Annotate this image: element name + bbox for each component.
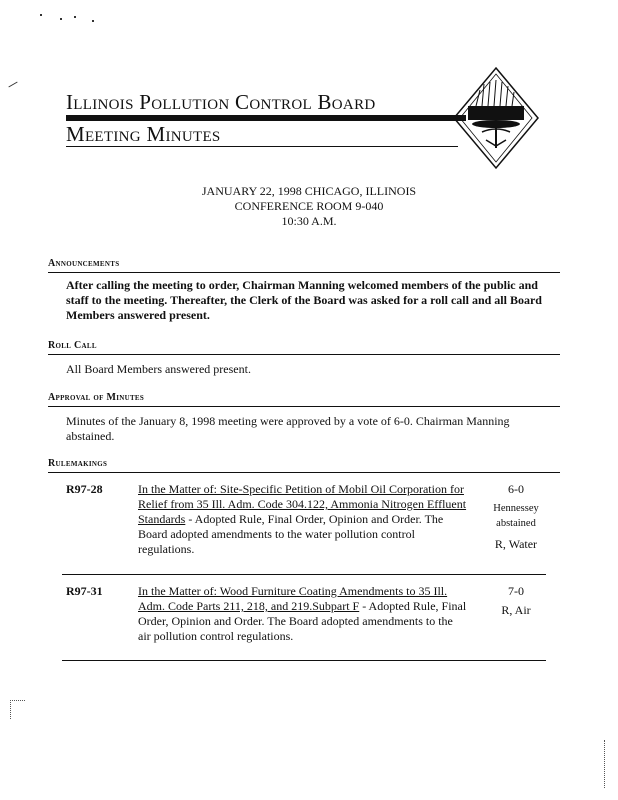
vote-count: 6-0	[508, 482, 524, 496]
rulemaking-title: In the Matter of: Wood Furniture Coating Amendments to 35 Ill. Adm. Code Parts 211, 218, and 219.Subpart F	[138, 584, 448, 613]
section-rule	[48, 354, 560, 355]
board-logo-diamond	[452, 66, 540, 170]
scan-speck	[92, 20, 94, 22]
scan-speck	[40, 14, 42, 16]
roll-call-heading: Roll Call	[48, 340, 97, 351]
approval-text: Minutes of the January 8, 1998 meeting were approved by a vote of 6-0. Chairman Manning abstained.	[66, 414, 510, 443]
meeting-time: 10:30 A.M.	[281, 214, 337, 228]
header-thick-rule	[66, 115, 466, 121]
meeting-date-location: JANUARY 22, 1998 CHICAGO, ILLINOIS	[201, 184, 417, 198]
row-divider	[62, 574, 546, 575]
rulemaking-description	[138, 482, 468, 557]
meeting-info	[0, 184, 618, 229]
scan-speck	[74, 16, 76, 18]
rule-category: R, Air	[501, 603, 531, 617]
document-title: Meeting Minutes	[66, 122, 221, 146]
scan-speck	[8, 82, 17, 88]
rule-category: R, Water	[494, 537, 538, 551]
rulemaking-title: In the Matter of: Site-Specific Petition of Mobil Oil Corporation for Relief from 35 Ill. Adm. Code 304.122, Ammonia Nitrogen Effluent Standards	[138, 482, 467, 526]
section-rule	[48, 272, 560, 273]
vote-count: 7-0	[508, 584, 524, 598]
board-name: Illinois Pollution Control Board	[66, 90, 376, 114]
rulemakings-heading: Rulemakings	[48, 458, 108, 469]
scan-speck	[604, 740, 607, 788]
scan-speck	[10, 700, 25, 719]
section-rule	[48, 472, 560, 473]
scan-speck	[60, 18, 62, 20]
row-divider	[62, 660, 546, 661]
roll-call-text: All Board Members answered present.	[66, 362, 251, 376]
rulemaking-description	[138, 584, 468, 644]
docket-number: R97-28	[66, 482, 103, 496]
announcements-heading: Announcements	[48, 258, 120, 269]
rulemaking-summary: - Adopted Rule, Final Order, Opinion and Order. The Board adopted amendments to the water pollution control regulations.	[138, 512, 444, 556]
meeting-room: CONFERENCE ROOM 9-040	[234, 199, 384, 213]
section-rule	[48, 406, 560, 407]
approval-heading: Approval of Minutes	[48, 392, 145, 403]
vote-note: Hennessey abstained	[493, 503, 539, 529]
vote-column	[476, 584, 556, 618]
announcements-text: After calling the meeting to order, Chairman Manning welcomed members of the public and staff to the meeting. Thereafter, the Clerk of the Board was asked for a roll call and all Board Members answered present.	[66, 278, 542, 322]
vote-column	[476, 482, 556, 552]
rulemaking-summary: - Adopted Rule, Final Order, Opinion and Order. The Board adopted amendments to the air pollution control regulations.	[138, 599, 467, 643]
header-thin-rule	[66, 146, 458, 147]
docket-number: R97-31	[66, 584, 103, 598]
